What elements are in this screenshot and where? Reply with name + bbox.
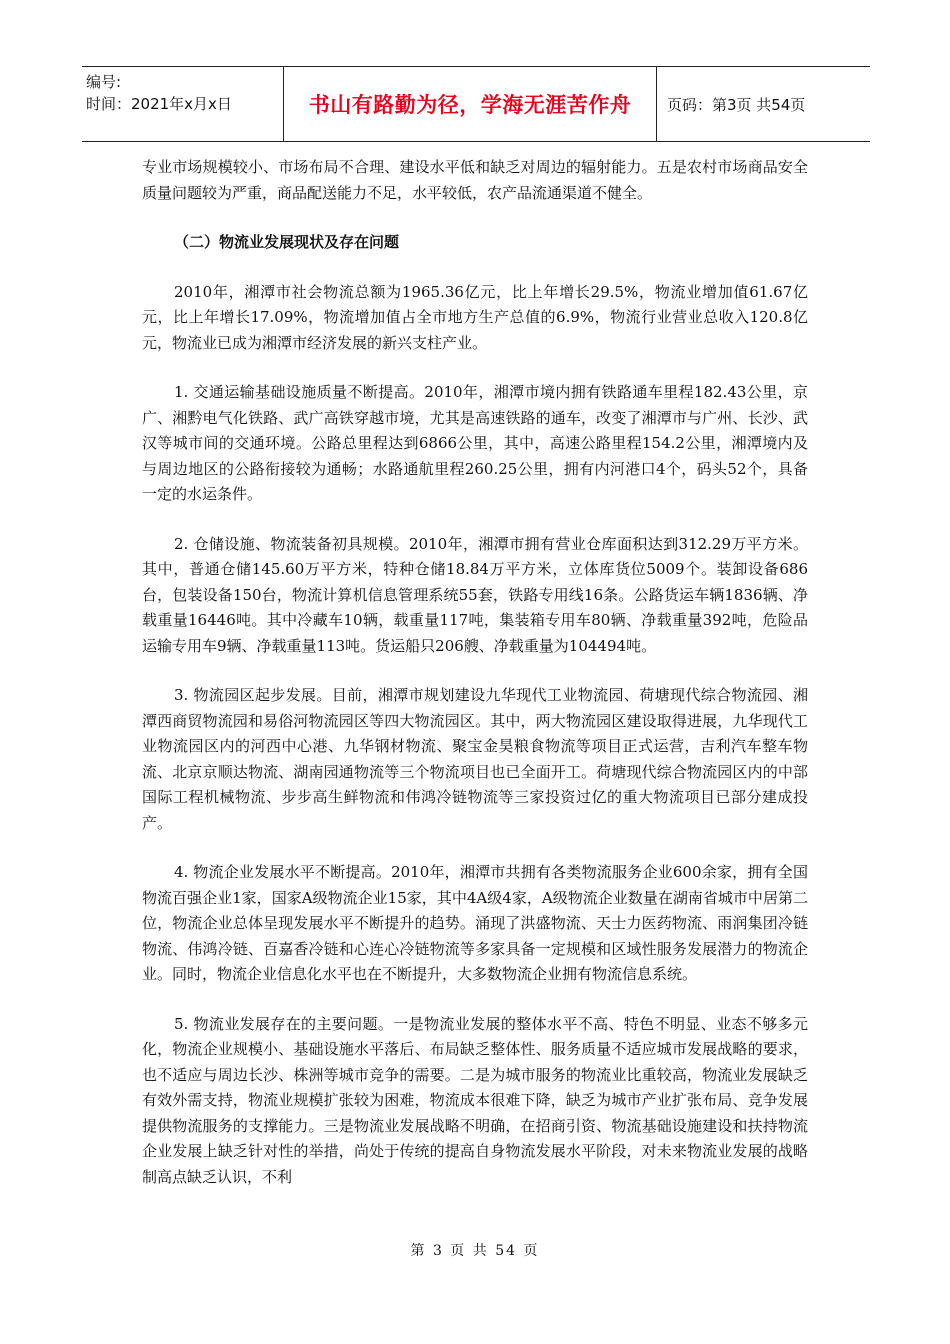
paragraph-item-1: 1. 交通运输基础设施质量不断提高。2010年，湘潭市境内拥有铁路通车里程182.43公里，京广、湘黔电气化铁路、武广高铁穿越市境，尤其是高速铁路的通车，改变了湘潭市与广州、长沙、武汉等城市间的交通环境。公路总里程达到6866公里，其中，高速公路里程154.2公里，湘潭境内及与周边地区的公路衔接较为通畅；水路通航里程260.25公里，拥有内河港口4个，码头52个，具备一定的水运条件。 [142,383,808,503]
page-header [82,66,870,142]
paragraph-continued: 专业市场规模较小、市场布局不合理、建设水平低和缺乏对周边的辐射能力。五是农村市场商品安全质量问题较为严重，商品配送能力不足，水平较低，农产品流通渠道不健全。 [142,158,808,202]
paragraph-item-4: 4. 物流企业发展水平不断提高。2010年，湘潭市共拥有各类物流服务企业600余家，拥有全国物流百强企业1家，国家A级物流企业15家，其中4A级4家，A级物流企业数量在湖南省城市中居第二位，物流企业总体呈现发展水平不断提升的趋势。涌现了洪盛物流、天士力医药物流、雨润集团冷链物流、伟鸿冷链、百嘉香冷链和心连心冷链物流等多家具备一定规模和区域性服务发展潜力的物流企业。同时，物流企业信息化水平也在不断提升，大多数物流企业拥有物流信息系统。 [142,863,808,983]
paragraph-item-5: 5. 物流业发展存在的主要问题。一是物流业发展的整体水平不高、特色不明显、业态不够多元化，物流企业规模小、基础设施水平落后、布局缺乏整体性、服务质量不适应城市发展战略的要求，也不适应与周边长沙、株洲等城市竞争的需要。二是为城市服务的物流业比重较高，物流业发展缺乏有效外需支持，物流业规模扩张较为困难，物流成本很难下降，缺乏为城市产业扩张布局、竞争发展提供物流服务的支撑能力。三是物流业发展战略不明确，在招商引资、物流基础设施建设和扶持物流企业发展上缺乏针对性的举措，尚处于传统的提高自身物流发展水平阶段，对未来物流业发展的战略制高点缺乏认识，不利 [142,1014,808,1186]
header-meta [82,67,284,141]
paragraph-item-3: 3. 物流园区起步发展。目前，湘潭市规划建设九华现代工业物流园、荷塘现代综合物流园、湘潭西商贸物流园和易俗河物流园区等四大物流园区。其中，两大物流园区建设取得进展，九华现代工业物流园区内的河西中心港、九华钢材物流、聚宝金昊粮食物流等项目正式运营，吉利汽车整车物流、北京京顺达物流、湖南园通物流等三个物流项目也已全面开工。荷塘现代综合物流园区内的中部国际工程机械物流、步步高生鲜物流和伟鸿冷链物流等三家投资过亿的重大物流项目已部分建成投产。 [142,686,808,832]
section-heading: （二）物流业发展现状及存在问题 [174,233,400,251]
header-page-info: 页码：第3页 共54页 [667,95,806,114]
page-footer: 第 3 页 共 54 页 [410,1243,540,1259]
header-motto: 书山有路勤为径，学海无涯苦作舟 [284,67,657,141]
paragraph-item-2: 2. 仓储设施、物流装备初具规模。2010年，湘潭市拥有营业仓库面积达到312.29万平方米。其中，普通仓储145.60万平方米，特种仓储18.84万平方米，立体库货位5009个。装卸设备686台，包装设备150台，物流计算机信息管理系统55套，铁路专用线16条。公路货运车辆1836辆、净载重量16446吨。其中冷藏车10辆，载重量117吨，集装箱专用车80辆、净载重量392吨，危险品运输专用车9辆、净载重量113吨。货运船只206艘、净载重量为104494吨。 [142,534,808,655]
document-number-label: 编号: [86,73,122,91]
document-date: 时间：2021年x月x日 [86,95,232,113]
paragraph-overview: 2010年，湘潭市社会物流总额为1965.36亿元，比上年增长29.5%，物流业增加值61.67亿元，比上年增长17.09%，物流增加值占全市地方生产总值的6.9%，物流行业营业总收入120.8亿元，物流业已成为湘潭市经济发展的新兴支柱产业。 [142,282,808,352]
document-body [142,155,808,1214]
